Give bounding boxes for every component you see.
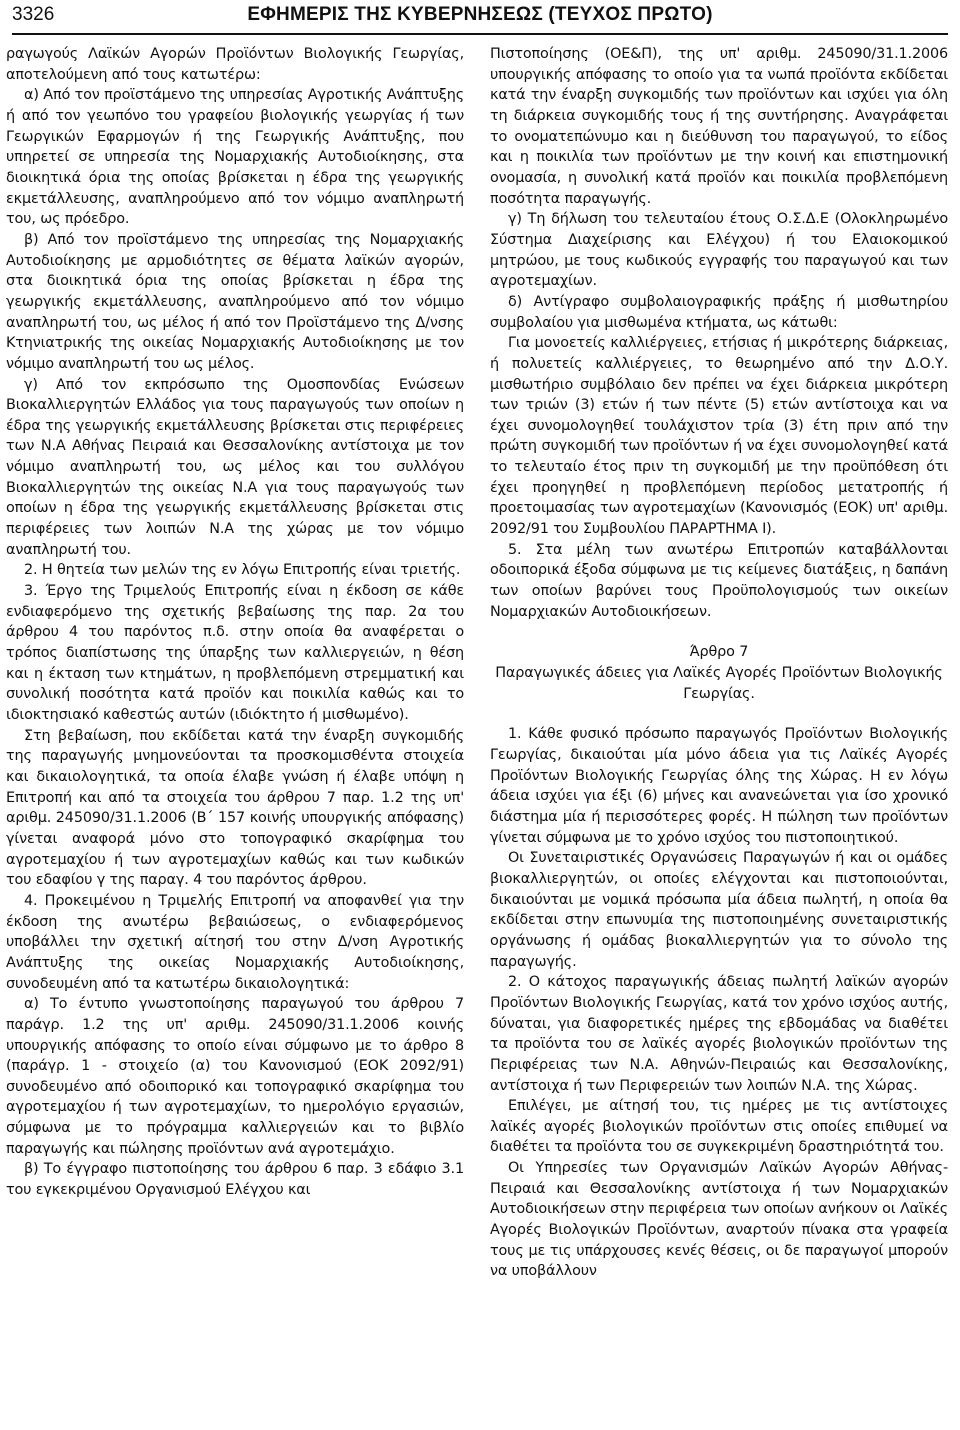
paragraph: Επιλέγει, με αίτησή του, τις ημέρες με τις αντίστοιχες λαϊκές αγορές βιολογικών προϊόντων στις οποίες επιθυμεί να διαθέτει τα προϊόντα του σε συγκεκριμένη δραστηριότητά του. <box>490 1098 948 1156</box>
article-title: Παραγωγικές άδειες για Λαϊκές Αγορές Προϊόντων Βιολογικής Γεωργίας. <box>495 665 943 702</box>
paragraph: 5. Στα μέλη των ανωτέρω Επιτροπών καταβάλλονται οδοιπορικά έξοδα σύμφωνα με τις κείμενες διατάξεις, η δαπάνη των οποίων βαρύνει τους Προϋπολογισμούς των οικείων Νομαρχιακών Αυτοδιοικήσεων. <box>490 541 948 620</box>
journal-title: ΕΦΗΜΕΡΙΣ ΤΗΣ ΚΥΒΕΡΝΗΣΕΩΣ (ΤΕΥΧΟΣ ΠΡΩΤΟ) <box>247 4 713 25</box>
paragraph: 2. Ο κάτοχος παραγωγικής άδειας πωλητή λαϊκών αγορών Προϊόντων Βιολογικής Γεωργίας, κατά τον χρόνο ισχύος αυτής, δύναται, για διαφορετικές ημέρες της εβδομάδας να διαθέτει τα προϊόντα του σε λαϊκές αγορές βιολογικών προϊόντων της Περιφέρειας των Ν.Α. Αθηνών-Πειραιώς και Θεσσαλονίκης, αντίστοιχα ή των Περιφερειών των λοιπών Ν.Α. της Χώρας. <box>490 974 948 1094</box>
paragraph: 3. Έργο της Τριμελούς Επιτροπής είναι η έκδοση σε κάθε ενδιαφερόμενο της σχετικής βεβαίωσης της παρ. 2α του άρθρου 4 του παρόντος π.δ. στην οποία θα αναφέρεται ο τρόπος διαπίστωσης της ύπαρξης των καλλιεργειών, η θέση και η έκταση των κτημάτων, η προβλεπόμενη στρεμματική και συνολική ποσότητα κατά προϊόν και ποικιλία καθώς και το ιδιοκτησιακό καθεστώς αυτών (ιδιόκτητο ή μισθωμένο). <box>6 583 464 723</box>
paragraph: γ) Τη δήλωση του τελευταίου έτους Ο.Σ.Δ.Ε (Ολοκληρωμένο Σύστημα Διαχείρισης και Ελέγχου) ή του Ελαιοκομικού μητρώου, με τους κωδικούς εγγραφής του παραγωγού και των αγροτεμαχίων. <box>490 211 948 290</box>
left-column <box>6 44 464 1201</box>
paragraph: 1. Κάθε φυσικό πρόσωπο παραγωγός Προϊόντων Βιολογικής Γεωργίας, δικαιούται μία μόνο άδεια για τις Λαϊκές Αγορές Προϊόντων Βιολογικής Γεωργίας όλης της Χώρας. Η εν λόγω άδεια ισχύει για έξι (6) μήνες και ανανεώνεται για ίσο χρονικό διάστημα μία ή περισσότερες φορές. Η πώληση των προϊόντων γίνεται σύμφωνα με το χρόνο ισχύος του πιστοποιητικού. <box>490 726 948 846</box>
right-column <box>490 44 948 1282</box>
spacer <box>490 622 948 642</box>
paragraph: 4. Προκειμένου η Τριμελής Επιτροπή να αποφανθεί για την έκδοση της ανωτέρω βεβαιώσεως, ο ενδιαφερόμενος υποβάλλει την σχετική αίτησή του στην Δ/νση Αγροτικής Ανάπτυξης της οικείας Νομαρχιακής Αυτοδιοίκησης, συνοδευμένη από τα κατωτέρω δικαιολογητικά: <box>6 892 464 992</box>
paragraph: Για μονοετείς καλλιέργειες, ετήσιας ή μικρότερης διάρκειας, ή πολυετείς καλλιέργειες, το θεωρημένο από την Δ.Ο.Υ. μισθωτήριο συμβόλαιο δεν πρέπει να έχει διάρκεια μικρότερη των τριών (3) ετών ή των πέντε (5) ετών αντίστοιχα και να έχει συνομολογηθεί τουλάχιστον τρία (3) έτη πριν από την πρώτη συγκομιδή των προϊόντων ή να έχει συνομολογηθεί κατά το τελευταίο έτος πριν τη συγκομιδή με την προϋπόθεση ότι έχει προηγηθεί η προβλεπόμενη περίοδος μετατροπής ή προετοιμασίας των αγροτεμαχίων (Κανονισμός (ΕΟΚ) υπ' αριθμ. 2092/91 του Συμβουλίου ΠΑΡΑΡΤΗΜΑ Ι). <box>490 335 948 538</box>
paragraph: α) Το έντυπο γνωστοποίησης παραγωγού του άρθρου 7 παράγρ. 1.2 της υπ' αριθμ. 245090/31.1.2006 κοινής υπουργικής απόφασης το οποίο είναι σύμφωνο με το άρθρο 8 (παράγρ. 1 - στοιχείο (α) του Κανονισμού (ΕΟΚ 2092/91) συνοδευμένο από οδοιπορικό και τοπογραφικό σκαρίφημα του αγροτεμαχίου ή των αγροτεμαχίων, το ημερολόγιο εργασιών, σύμφωνα με το πρόγραμμα καλλιεργειών και το βιβλίο παραγωγής και πώλησης προϊόντων ανά αγροτεμάχιο. <box>6 996 464 1157</box>
paragraph: ραγωγούς Λαϊκών Αγορών Προϊόντων Βιολογικής Γεωργίας, αποτελούμενη από τους κατωτέρω: <box>6 46 464 83</box>
page-number: 3326 <box>12 4 55 25</box>
paragraph: γ) Από τον εκπρόσωπο της Ομοσπονδίας Ενώσεων Βιοκαλλιεργητών Ελλάδος για τους παραγωγούς των οποίων η έδρα της γεωργικής εκμετάλλευσης βρίσκεται στις περιφέρειες των Ν.Α Αθήνας Πειραιά και Θεσσαλονίκης αντίστοιχα με τον νόμιμο αναπληρωτή του, ως μέλος και του συλλόγου Βιοκαλλιεργητών της οικείας Ν.Α για τους παραγωγούς των οποίων η έδρα της γεωργικής εκμετάλλευσης βρίσκεται στις περιφέρειες των λοιπών Ν.Α της χώρας με τον νόμιμο αναπληρωτή του. <box>6 376 464 558</box>
paragraph: Στη βεβαίωση, που εκδίδεται κατά την έναρξη συγκομιδής της παραγωγής μνημονεύονται τα προσκομισθέντα στοιχεία και δικαιολογητικά, τα οποία έλαβε γνώση ή έλαβε υπόψη η Επιτροπή και από τα στοιχεία του άρθρου 7 παρ. 1.2 της υπ' αριθμ. 245090/31.1.2006 (Β΄ 157 κοινής υπουργικής απόφασης) γίνεται αναφορά μόνο στο τοπογραφικό σκαρίφημα του αγροτεμαχίου ή των αγροτεμαχίων καθώς και των κωδικών του εδαφίου γ της παραγ. 4 του παρόντος άρθρου. <box>6 727 464 889</box>
paragraph: β) Το έγγραφο πιστοποίησης του άρθρου 6 παρ. 3 εδάφιο 3.1 του εγκεκριμένου Οργανισμού Ελέγχου και <box>6 1161 464 1199</box>
paragraph: α) Από τον προϊστάμενο της υπηρεσίας Αγροτικής Ανάπτυξης ή από τον γεωπόνο του γραφείου βιολογικής γεωργίας ή των Γεωργικών Εφαρμογών ή της Γεωργικής Ανάπτυξης, που υπηρετεί σε υπηρεσία της Νομαρχιακής Αυτοδιοίκησης, στα διοικητικά όρια της οποίας βρίσκεται η έδρα της γεωργικής εκμετάλλευσης, αναπληρούμενο από τον νόμιμο αναπληρωτή του, ως πρόεδρο. <box>6 87 464 228</box>
article-number: Άρθρο 7 <box>689 644 749 661</box>
header-rule <box>12 33 948 35</box>
paragraph: β) Από τον προϊστάμενο της υπηρεσίας της Νομαρχιακής Αυτοδιοίκησης με αρμοδιότητες σε θέματα λαϊκών αγορών, στα διοικητικά όρια της οποίας βρίσκεται η έδρα της γεωργικής εκμετάλλευσης, αναπληρούμενο από τον νόμιμο αναπληρωτή του, ως μέλος ή από τον Προϊστάμενο της Δ/νσης Κτηνιατρικής της οικείας Νομαρχιακής Αυτοδιοίκησης με τον νόμιμο αναπληρωτή του ως μέλος. <box>6 231 464 372</box>
spacer <box>490 704 948 724</box>
paragraph: 2. Η θητεία των μελών της εν λόγω Επιτροπής είναι τριετής. <box>24 562 461 579</box>
paragraph: Οι Συνεταιριστικές Οργανώσεις Παραγωγών ή και οι ομάδες βιοκαλλιεργητών, οι οποίες ελέγχονται και πιστοποιούνται, δικαιούνται με νομικά πρόσωπα μία άδεια πωλητή, η οποία θα εκδίδεται στην επωνυμία της πιστοποιημένης συνεταιριστικής οργάνωσης ή ομάδας βιοκαλλιεργητών για το σύνολο της παραγωγής. <box>490 850 948 970</box>
paragraph: δ) Αντίγραφο συμβολαιογραφικής πράξης ή μισθωτηρίου συμβολαίου για μισθωμένα κτήματα, ως κάτωθι: <box>490 293 948 331</box>
paragraph: Οι Υπηρεσίες των Οργανισμών Λαϊκών Αγορών Αθήνας-Πειραιά και Θεσσαλονίκης αντίστοιχα ή των Νομαρχιακών Αυτοδιοικήσεων στην περιφέρεια των οποίων ανήκουν οι Λαϊκές Αγορές Βιολογικών Προϊόντων, αναρτούν πίνακα στα γραφεία τους με τις υπάρχουσες κενές θέσεις, οι δε παραγωγοί μπορούν να υποβάλλουν <box>490 1160 948 1280</box>
paragraph: Πιστοποίησης (ΟΕ&Π), της υπ' αριθμ. 245090/31.1.2006 υπουργικής απόφασης το οποίο για τα νωπά προϊόντα εκδίδεται κατά την έναρξη συγκομιδής των προϊόντων και ισχύει για όλη τη διάρκεια συγκομιδής τους ή της συντήρησης. Αναγράφεται το ονοματεπώνυμο και η διεύθυνση του παραγωγού, το είδος και η ποικιλία των προϊόντων με την κοινή και επιστημονική ονομασία, η συνολική κατά προϊόν και ποικιλία προβλεπόμενη ποσότητα παραγωγής. <box>490 46 948 207</box>
page-header <box>12 2 948 30</box>
